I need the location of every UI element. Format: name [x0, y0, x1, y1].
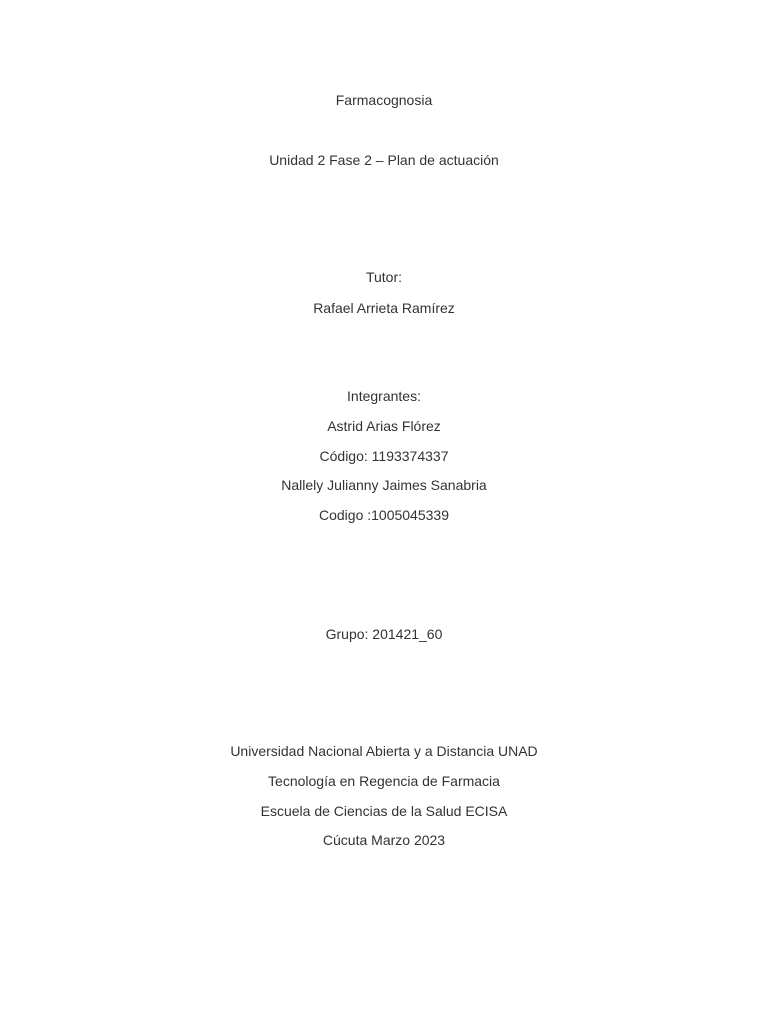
school-name: Escuela de Ciencias de la Salud ECISA: [260, 803, 508, 819]
university-name: Universidad Nacional Abierta y a Distancia UNAD: [230, 743, 538, 759]
tutor-name: Rafael Arrieta Ramírez: [313, 300, 455, 316]
members-label: Integrantes:: [347, 388, 421, 404]
member-name: Nallely Julianny Jaimes Sanabria: [281, 477, 487, 493]
group-code: Grupo: 201421_60: [325, 626, 443, 642]
place-date: Cúcuta Marzo 2023: [322, 832, 446, 848]
tutor-label: Tutor:: [365, 269, 403, 285]
program-name: Tecnología en Regencia de Farmacia: [268, 773, 500, 789]
member-code: Codigo :1005045339: [318, 507, 449, 523]
member-name: Astrid Arias Flórez: [327, 418, 441, 434]
course-title: Farmacognosia: [335, 92, 433, 108]
member-code: Código: 1193374337: [319, 448, 449, 464]
assignment-title: Unidad 2 Fase 2 – Plan de actuación: [269, 152, 499, 168]
